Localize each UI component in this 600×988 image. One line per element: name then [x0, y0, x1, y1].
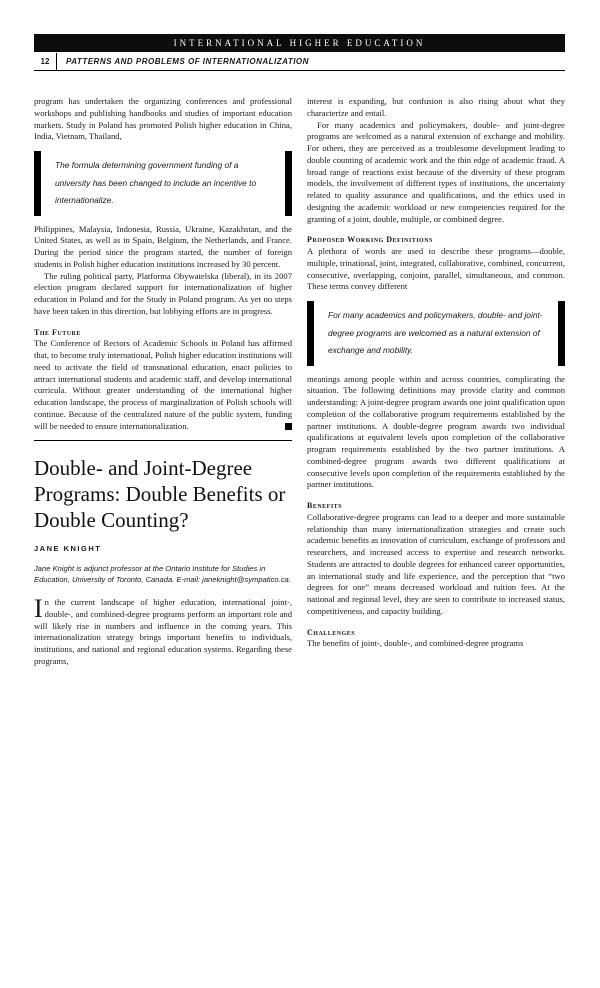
journal-header-bar — [34, 34, 565, 52]
paragraph: The benefits of joint-, double-, and combined-degree programs — [307, 638, 524, 649]
drop-cap: I — [34, 594, 43, 623]
pull-quote: The formula determining government funding of a university has been changed to include an incentive to internationalize. — [34, 151, 292, 216]
article-divider — [34, 440, 292, 441]
journal-title: INTERNATIONAL HIGHER EDUCATION — [173, 38, 426, 48]
section-heading-future: The Future — [34, 327, 81, 337]
right-column — [307, 96, 565, 650]
section-heading-benefits: Benefits — [307, 501, 343, 510]
left-column — [34, 96, 292, 668]
paragraph-text: The Conference of Rectors of Academic Schools in Poland has affirmed that, to become truly international, Polish higher education institutions will need to activate the field of transnational education, enact policies to attract international students and academic staff, and develop international curricula. Without greater understanding of the international higher education landscape, the process of marginalization of Polish schools will continue. Because of the centralized nature of the public system, funding will be needed to ensure internationalization. — [34, 338, 293, 431]
paragraph: Collaborative-degree programs can lead to a deeper and more sustainable relationship than many internationalization strategies and create such academic benefits as innovation of curriculum, exchange of professors and researchers, and increased access to expertise and research networks. Students are attracted to double degrees for enhanced career opportunities, an international study and life experience, and the perception that “two degrees for one” means decreased workload and tuition fees. At the national and regional level, they are seen to contribute to increased status, competitiveness, and capacity building. — [307, 511, 565, 616]
paragraph: For many academics and policymakers, double- and joint-degree programs are welcomed as a natural extension of exchange and mobility. For others, they are perceived as a troublesome development leading to double counting of academic work and the thin edge of academic fraud. A broad range of reactions exist because of the diversity of these program models, the involvement of different types of institutions, the uncertainty related to quality assurance and qualifications, and the ethics used in designing the academic workload or new competencies required for the granting of a joint, double, multiple, or combined degree. — [307, 119, 565, 224]
paragraph: interest is expanding, but confusion is also rising about what they characterize and entail. — [307, 96, 565, 118]
section-heading-definitions: Proposed Working Definitions — [307, 235, 433, 245]
pull-quote: For many academics and policymakers, double- and joint-degree programs are welcomed as a natural extension of exchange and mobility. — [307, 301, 565, 366]
section-bar — [34, 53, 565, 71]
paragraph: A plethora of words are used to describe these programs—double, multiple, trinational, joint, integrated, collaborative, combined, concurrent, consecutive, overlapping, conjoint, parallel, simultaneous, and common. These terms convey different — [307, 246, 565, 292]
paragraph: Philippines, Malaysia, Indonesia, Russia, Ukraine, Kazakhstan, and the United States, as well as in Spain, Belgium, the Netherlands, and France. During the period since the program started, the number of foreign students in Polish higher education institutions increased by 30 percent. — [34, 223, 292, 269]
intro-paragraph — [34, 594, 292, 668]
article-title: Double- and Joint-Degree Programs: Double Benefits or Double Counting? — [34, 456, 286, 533]
page-number: 12 — [34, 53, 57, 70]
section-heading-challenges: Challenges — [307, 627, 356, 637]
end-mark-icon — [285, 423, 292, 430]
author-bio: Jane Knight is adjunct professor at the Ontario Institute for Studies in Education, University of Toronto, Canada. E-mail: janeknight@sympatico.ca. — [34, 564, 291, 584]
paragraph — [34, 338, 292, 432]
section-title: PATTERNS AND PROBLEMS OF INTERNATIONALIZATION — [66, 57, 309, 66]
paragraph: meanings among people within and across countries, complicating the situation. The following definitions may provide clarity and common understanding: A joint-degree program awards one joint qualification upon completion of the collaborative program requirements established by the partner institutions. A double-degree program awards two individual qualifications at equivalent levels upon completion of the collaborative program requirements established by the two partner institutions. A combined-degree program awards two different qualifications at consecutive levels upon completion of the requirements established by the partner institutions. — [307, 373, 565, 490]
paragraph: The ruling political party, Platforma Obywatelska (liberal), in its 2007 election program declared support for internationalization of higher education in Poland and for the Study in Poland program. As yet no steps have been taken in this direction, but lobbying efforts are in progress. — [34, 270, 292, 316]
paragraph: program has undertaken the organizing conferences and professional workshops and publishing handbooks and studies of important education markets. Study in Poland has promoted Polish higher education in China, India, Vietnam, Thailand, — [34, 96, 292, 142]
intro-text: n the current landscape of higher education, international joint-, double-, and combined-degree programs perform an important role and will likely rise in numbers and influence in the coming years. This internationalization strategy brings important benefits to individuals, institutions, and national and regional education systems. Regarding these programs, — [34, 597, 292, 666]
article-author: JANE KNIGHT — [34, 544, 102, 554]
